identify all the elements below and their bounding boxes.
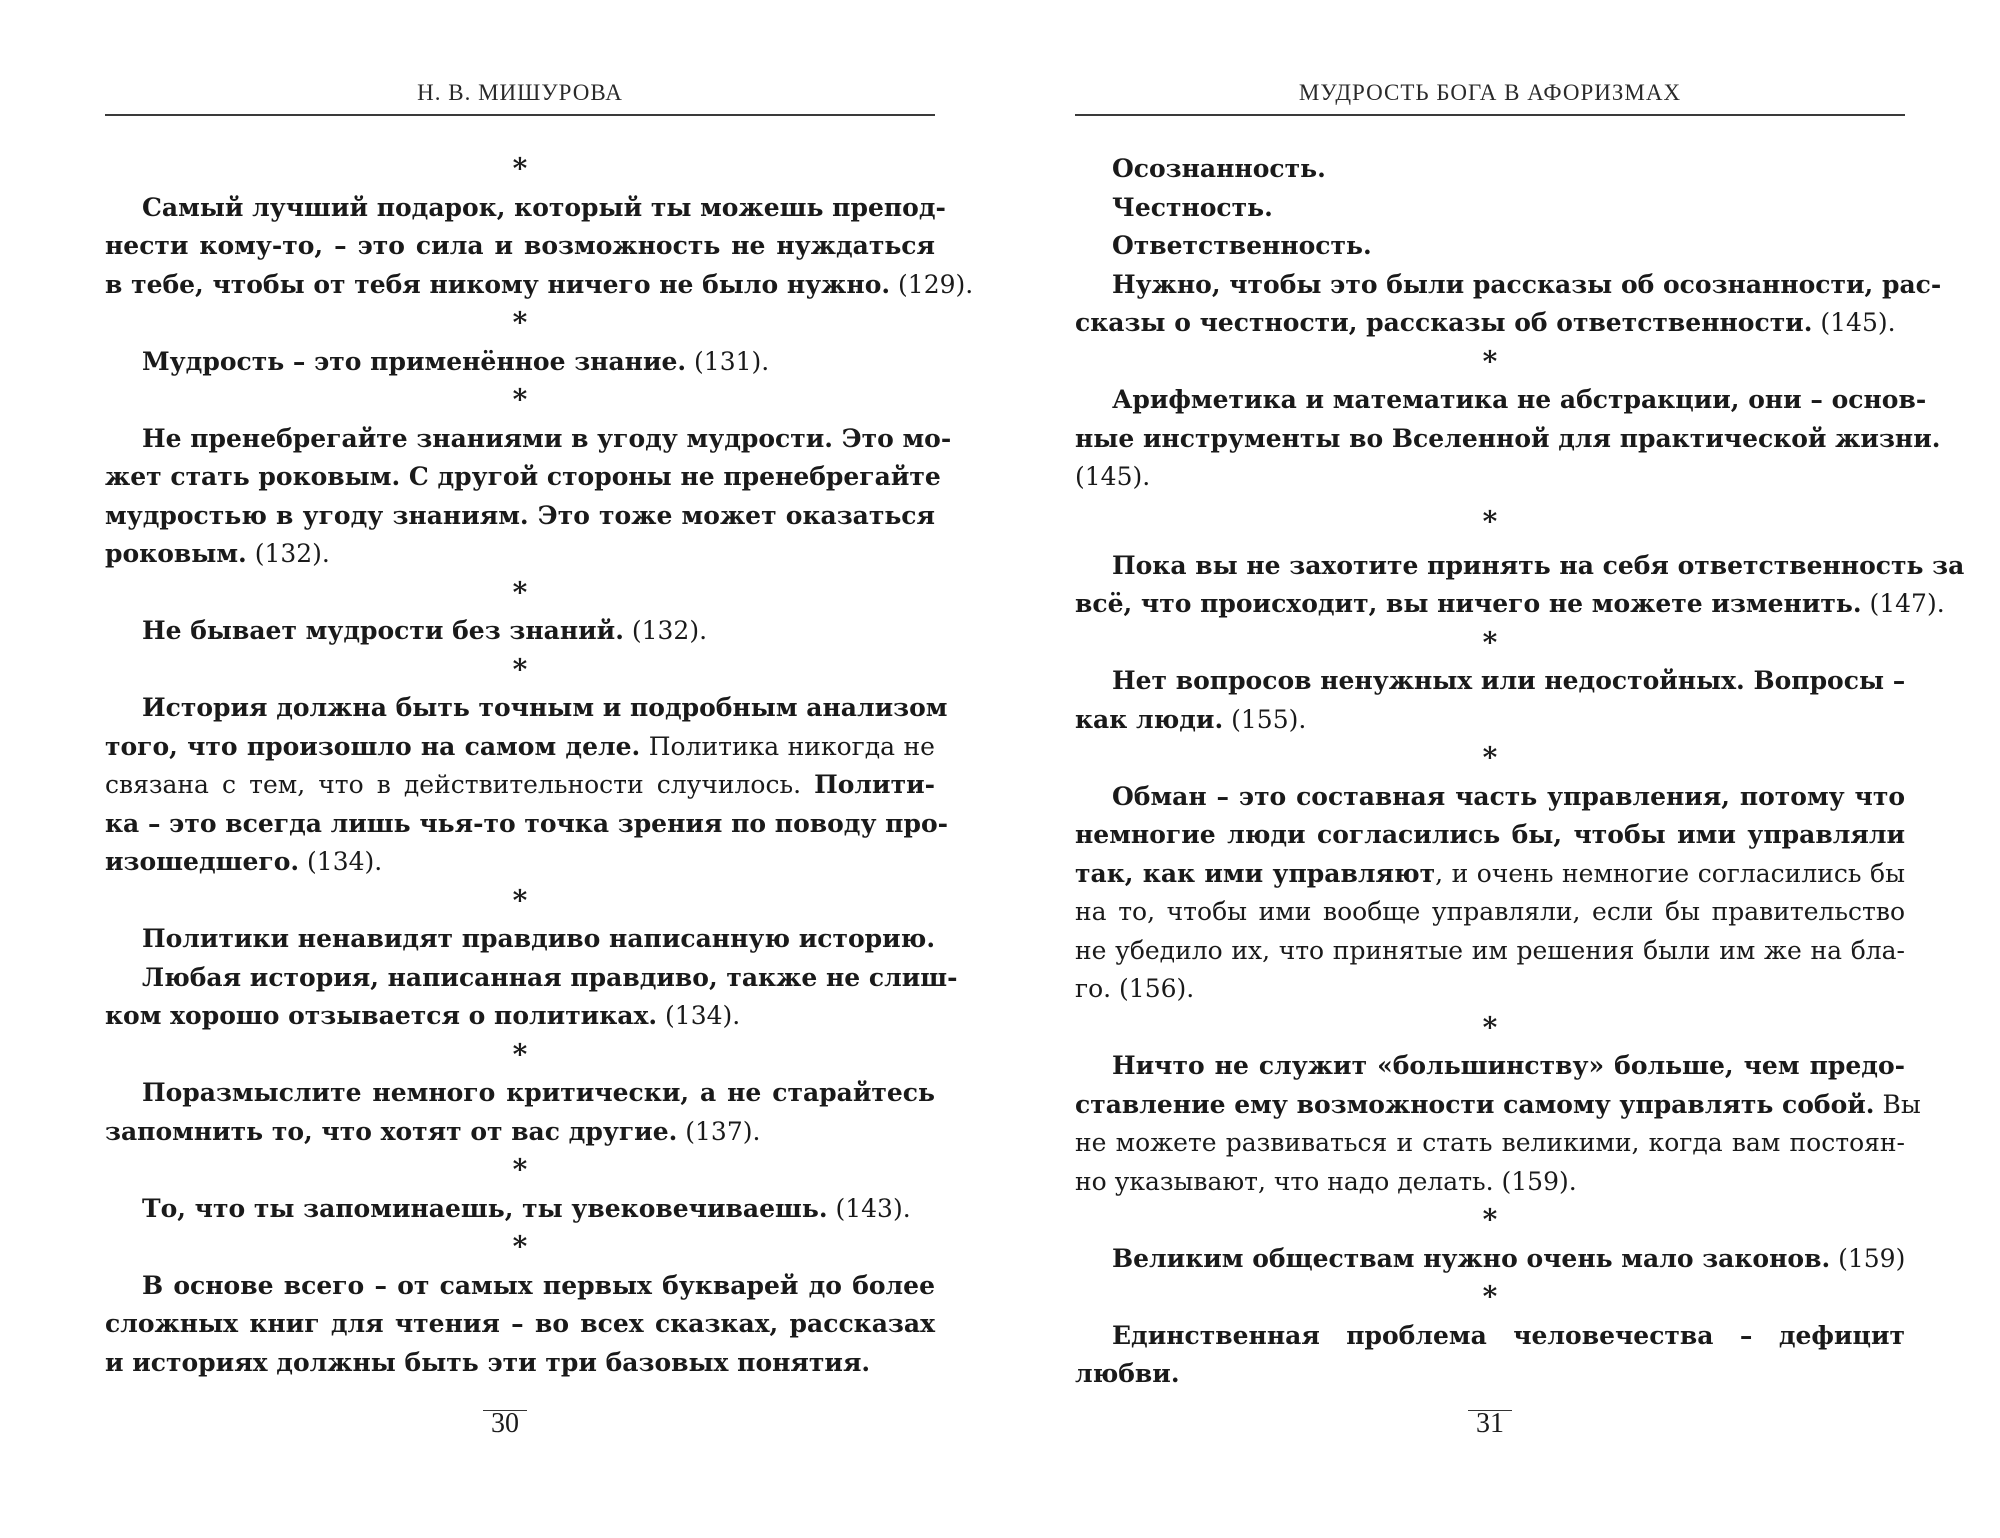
- bold-text-run: нести кому-то, – это сила и возможность не нуждаться: [105, 231, 935, 260]
- text-line: [105, 420, 952, 459]
- bold-text-run: ком хорошо отзывается о политиках.: [105, 1001, 658, 1030]
- text-line: [1075, 970, 1905, 1009]
- text-line: [1075, 778, 1905, 817]
- text-line: [1075, 227, 1905, 266]
- section-separator-asterisk: *: [1482, 625, 1498, 659]
- text-run: (137).: [677, 1116, 761, 1146]
- section-separator-asterisk: *: [1482, 741, 1498, 774]
- text-line: [105, 843, 935, 882]
- text-line: [105, 535, 935, 574]
- bold-text-run: как люди.: [1075, 704, 1224, 734]
- text-line: [1075, 150, 1905, 189]
- text-run: (134).: [657, 1001, 741, 1030]
- text-run: не можете развиваться и стать великими, когда вам постоян-: [1075, 1128, 1905, 1157]
- text-run: (143).: [827, 1193, 911, 1223]
- text-line: [1075, 893, 1905, 932]
- bold-text-run: Мудрость – это применённое знание.: [142, 346, 687, 376]
- text-line: [105, 997, 935, 1036]
- section-separator-asterisk: *: [1482, 344, 1498, 378]
- bold-text-run: Ответственность.: [1112, 231, 1372, 260]
- text-line: [1075, 266, 1942, 305]
- text-run: го. (156).: [1075, 974, 1195, 1003]
- bold-text-run: В основе всего – от самых первых букварей до более: [142, 1270, 935, 1300]
- text-line: [1075, 585, 1945, 624]
- text-run: Вы: [1874, 1089, 1921, 1119]
- text-line: [105, 805, 948, 844]
- text-line: [1075, 1163, 1905, 1202]
- text-line: [1075, 189, 1905, 228]
- bold-text-run: ставление ему возможности самому управлять собой.: [1075, 1089, 1875, 1119]
- text-run: (132).: [623, 616, 708, 645]
- text-run: (145).: [1812, 308, 1896, 337]
- header-rule: [1075, 114, 1905, 116]
- section-separator-asterisk: *: [512, 383, 528, 416]
- bold-text-run: Арифметика и математика не абстракции, они – основ-: [1112, 385, 1927, 414]
- text-line: [105, 1190, 935, 1229]
- text-line: [1075, 1240, 1905, 1279]
- section-separator-asterisk: *: [512, 883, 528, 917]
- bold-text-run: Не бывает мудрости без знаний.: [142, 616, 624, 645]
- text-line: [105, 343, 935, 382]
- text-line: [105, 1344, 935, 1383]
- text-line: [1075, 381, 1927, 420]
- bold-text-run: сложных книг для чтения – во всех сказках, рассказах: [105, 1309, 935, 1338]
- section-separator-asterisk: *: [1482, 1203, 1498, 1236]
- text-line: [105, 920, 935, 959]
- bold-text-run: Не пренебрегайте знаниями в угоду мудрости. Это мо-: [142, 423, 952, 453]
- text-line: [105, 689, 948, 728]
- section-separator-asterisk: *: [512, 1153, 528, 1186]
- bold-text-run: немногие люди согласились бы, чтобы ими управляли: [1075, 820, 1905, 849]
- text-line: [1075, 420, 1941, 459]
- text-line: [1075, 304, 1905, 343]
- section-separator-asterisk: *: [1482, 1280, 1498, 1313]
- bold-text-run: запомнить то, что хотят от вас другие.: [105, 1116, 678, 1146]
- text-run: на то, чтобы ими вообще управляли, если бы правительство: [1075, 897, 1905, 926]
- text-line: [105, 1113, 935, 1152]
- text-line: [105, 497, 935, 536]
- text-line: [105, 266, 974, 305]
- bold-text-run: Поразмыслите немного критически, а не старайтесь: [142, 1078, 935, 1107]
- bold-text-run: в тебе, чтобы от тебя никому ничего не было нужно.: [105, 269, 891, 299]
- bold-text-run: всё, что происходит, вы ничего не можете изменить.: [1075, 589, 1862, 618]
- text-run: Политика никогда не: [640, 731, 935, 761]
- bold-text-run: ка – это всегда лишь чья-то точка зрения по поводу про-: [105, 808, 948, 838]
- text-line: [105, 458, 941, 497]
- bold-text-run: Нужно, чтобы это были рассказы об осознанности, рас-: [1112, 269, 1942, 299]
- text-line: [1075, 547, 1965, 586]
- bold-text-run: Осознанность.: [1112, 154, 1326, 183]
- bold-text-run: того, что произошло на самом деле.: [105, 731, 641, 761]
- text-run: (155).: [1223, 704, 1307, 734]
- text-line: [1075, 458, 1905, 497]
- right-page: [1075, 0, 1965, 1538]
- bold-text-run: и историях должны быть эти три базовых понятия.: [105, 1347, 871, 1377]
- section-separator-asterisk: *: [1482, 1010, 1498, 1044]
- text-line: [1075, 701, 1905, 740]
- bold-text-run: Обман – это составная часть управления, потому что: [1112, 781, 1905, 811]
- bold-text-run: Честность.: [1112, 192, 1273, 222]
- text-line: [1075, 855, 1905, 894]
- text-line: [105, 1074, 935, 1113]
- section-separator-asterisk: *: [512, 1230, 528, 1263]
- bold-text-run: Великим обществам нужно очень мало законов.: [1112, 1243, 1831, 1273]
- text-run: связана с тем, что в действительности случилось.: [105, 770, 815, 799]
- text-run: (129).: [890, 269, 974, 299]
- bold-text-run: мудростью в угоду знаниям. Это тоже может оказаться: [105, 500, 935, 530]
- text-line: [1075, 816, 1905, 855]
- page-number: 31: [1460, 1408, 1520, 1440]
- text-line: [1075, 1047, 1905, 1086]
- section-separator-asterisk: *: [512, 306, 528, 339]
- text-line: [1075, 932, 1905, 971]
- bold-text-run: жет стать роковым. С другой стороны не пренебрегайте: [105, 462, 941, 491]
- section-separator-asterisk: *: [512, 152, 528, 185]
- bold-text-run: любви.: [1075, 1359, 1180, 1388]
- text-line: [105, 766, 935, 805]
- text-line: [105, 227, 935, 266]
- bold-text-run: Самый лучший подарок, который ты можешь препод-: [142, 192, 946, 222]
- text-run: не убедило их, что принятые им решения были им же на бла-: [1075, 935, 1905, 965]
- bold-text-run: ные инструменты во Вселенной для практической жизни.: [1075, 423, 1941, 453]
- bold-text-run: Политики ненавидят правдиво написанную историю.: [142, 924, 936, 953]
- bold-text-run: Единственная проблема человечества – дефицит: [1112, 1320, 1905, 1350]
- page-number: 30: [475, 1408, 535, 1440]
- text-line: [105, 728, 935, 767]
- bold-text-run: Пока вы не захотите принять на себя ответственность за: [1112, 550, 1965, 580]
- text-run: но указывают, что надо делать. (159).: [1075, 1166, 1577, 1196]
- left-page-body: [105, 150, 974, 1382]
- text-run: (145).: [1075, 462, 1151, 491]
- bold-text-run: То, что ты запоминаешь, ты увековечиваешь.: [142, 1193, 828, 1223]
- bold-text-run: так, как ими управляют: [1075, 858, 1436, 888]
- right-page-body: [1075, 150, 1965, 1394]
- text-run: (159): [1830, 1243, 1906, 1273]
- text-line: [1075, 662, 1905, 701]
- bold-text-run: Полити-: [814, 770, 935, 799]
- left-page: [105, 0, 974, 1538]
- text-line: [1075, 1355, 1905, 1394]
- text-line: [105, 1267, 935, 1306]
- text-line: [105, 1305, 935, 1344]
- bold-text-run: сказы о честности, рассказы об ответственности.: [1075, 308, 1813, 337]
- running-head-book-title: МУДРОСТЬ БОГА В АФОРИЗМАХ: [1298, 80, 1682, 105]
- bold-text-run: История должна быть точным и подробным анализом: [142, 693, 948, 722]
- section-separator-asterisk: *: [512, 652, 528, 686]
- text-line: [105, 959, 958, 998]
- running-head-author: Н. В. МИШУРОВА: [417, 80, 623, 105]
- bold-text-run: Ничто не служит «большинству» больше, чем предо-: [1112, 1051, 1905, 1080]
- bold-text-run: изошедшего.: [105, 847, 300, 876]
- section-separator-asterisk: *: [512, 575, 528, 609]
- text-run: (134).: [299, 847, 383, 876]
- text-line: [1075, 1124, 1905, 1163]
- text-line: [1075, 1086, 1921, 1125]
- text-line: [105, 189, 946, 228]
- header-rule: [105, 114, 935, 116]
- text-run: , и очень немногие согласились бы: [1435, 858, 1905, 888]
- text-run: (132).: [246, 539, 330, 568]
- text-run: (131).: [686, 346, 770, 376]
- text-line: [1075, 1317, 1905, 1356]
- section-separator-asterisk: *: [512, 1037, 528, 1071]
- bold-text-run: роковым.: [105, 539, 247, 568]
- bold-text-run: Нет вопросов ненужных или недостойных. Вопросы –: [1112, 666, 1906, 695]
- bold-text-run: Любая история, написанная правдиво, также не слиш-: [142, 962, 958, 992]
- section-separator-asterisk: *: [1482, 504, 1498, 538]
- text-run: (147).: [1861, 589, 1945, 618]
- text-line: [105, 612, 935, 651]
